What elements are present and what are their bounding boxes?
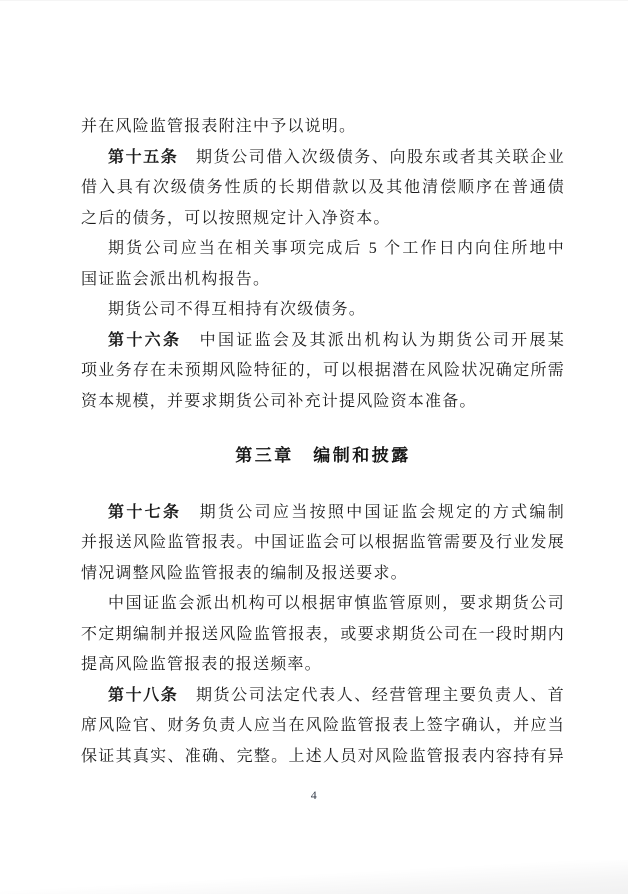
article-number-text: 第十八条 [108,686,179,704]
text-line [81,711,565,742]
body-text-run: 之后的债务，可以按照规定计入净资本。 [81,209,391,227]
article-number-text: 第十六条 [108,331,182,349]
body-text-run: 期货公司应当按照中国证监会规定的方式编制 [181,503,566,521]
text-line [81,620,565,651]
page-number: 4 [310,788,318,802]
text-line [81,265,565,296]
page-bottom-shadow [0,860,628,894]
body-text-run: 期货公司法定代表人、经营管理主要负责人、首 [178,686,565,704]
body-text-run: 借入具有次级债务性质的长期借款以及其他清偿顺序在普通债 [81,179,565,196]
body-text-run: 情况调整风险监管报表的编制及报送要求。 [81,564,408,582]
text-line [81,173,565,204]
body-text-run: 中国证监会派出机构可以根据审慎监管原则，要求期货公司 [108,595,565,612]
article-number-text: 第十五条 [108,148,179,166]
body-text-run: 并报送风险监管报表。中国证监会可以根据监管需要及行业发展 [81,534,565,551]
text-line [81,204,565,235]
body-text-run: 保证其真实、准确、完整。上述人员对风险监管报表内容持有异 [81,747,565,765]
body-text-run: 国证监会派出机构报告。 [81,270,271,288]
text-line [81,681,565,712]
text-line [81,742,565,773]
text-line [81,650,565,681]
document-body [81,112,565,772]
article-number-text: 第十七条 [108,503,182,521]
text-line [81,498,565,529]
body-text-run: 并在风险监管报表附注中予以说明。 [81,118,357,135]
body-text-run: 提高风险监管报表的报送频率。 [81,656,322,673]
body-text-run: 席风险官、财务负责人应当在风险监管报表上签字确认，并应当 [81,717,565,734]
text-line [81,326,565,357]
text-line [81,559,565,590]
text-line [81,295,565,326]
body-text-run: 不定期编制并报送风险监管报表，或要求期货公司在一段时期内 [81,625,565,643]
text-line [81,356,565,387]
text-line [81,234,565,265]
chapter-heading: 第三章 编制和披露 [235,446,411,465]
body-text-run: 中国证监会及其派出机构认为期货公司开展某 [181,331,566,349]
body-text-run: 期货公司应当在相关事项完成后 5 个工作日内向住所地中 [108,240,565,257]
text-line [81,112,565,143]
text-line [81,589,565,620]
text-line [81,528,565,559]
body-text-run: 期货公司借入次级债务、向股东或者其关联企业 [178,148,565,166]
body-text-run: 资本规模，并要求期货公司补充计提风险资本准备。 [81,392,477,410]
body-text-run: 项业务存在未预期风险特征的，可以根据潜在风险状况确定所需 [81,362,565,379]
text-line [81,143,565,174]
text-line [81,387,565,418]
body-text-run: 期货公司不得互相持有次级债务。 [108,301,367,318]
